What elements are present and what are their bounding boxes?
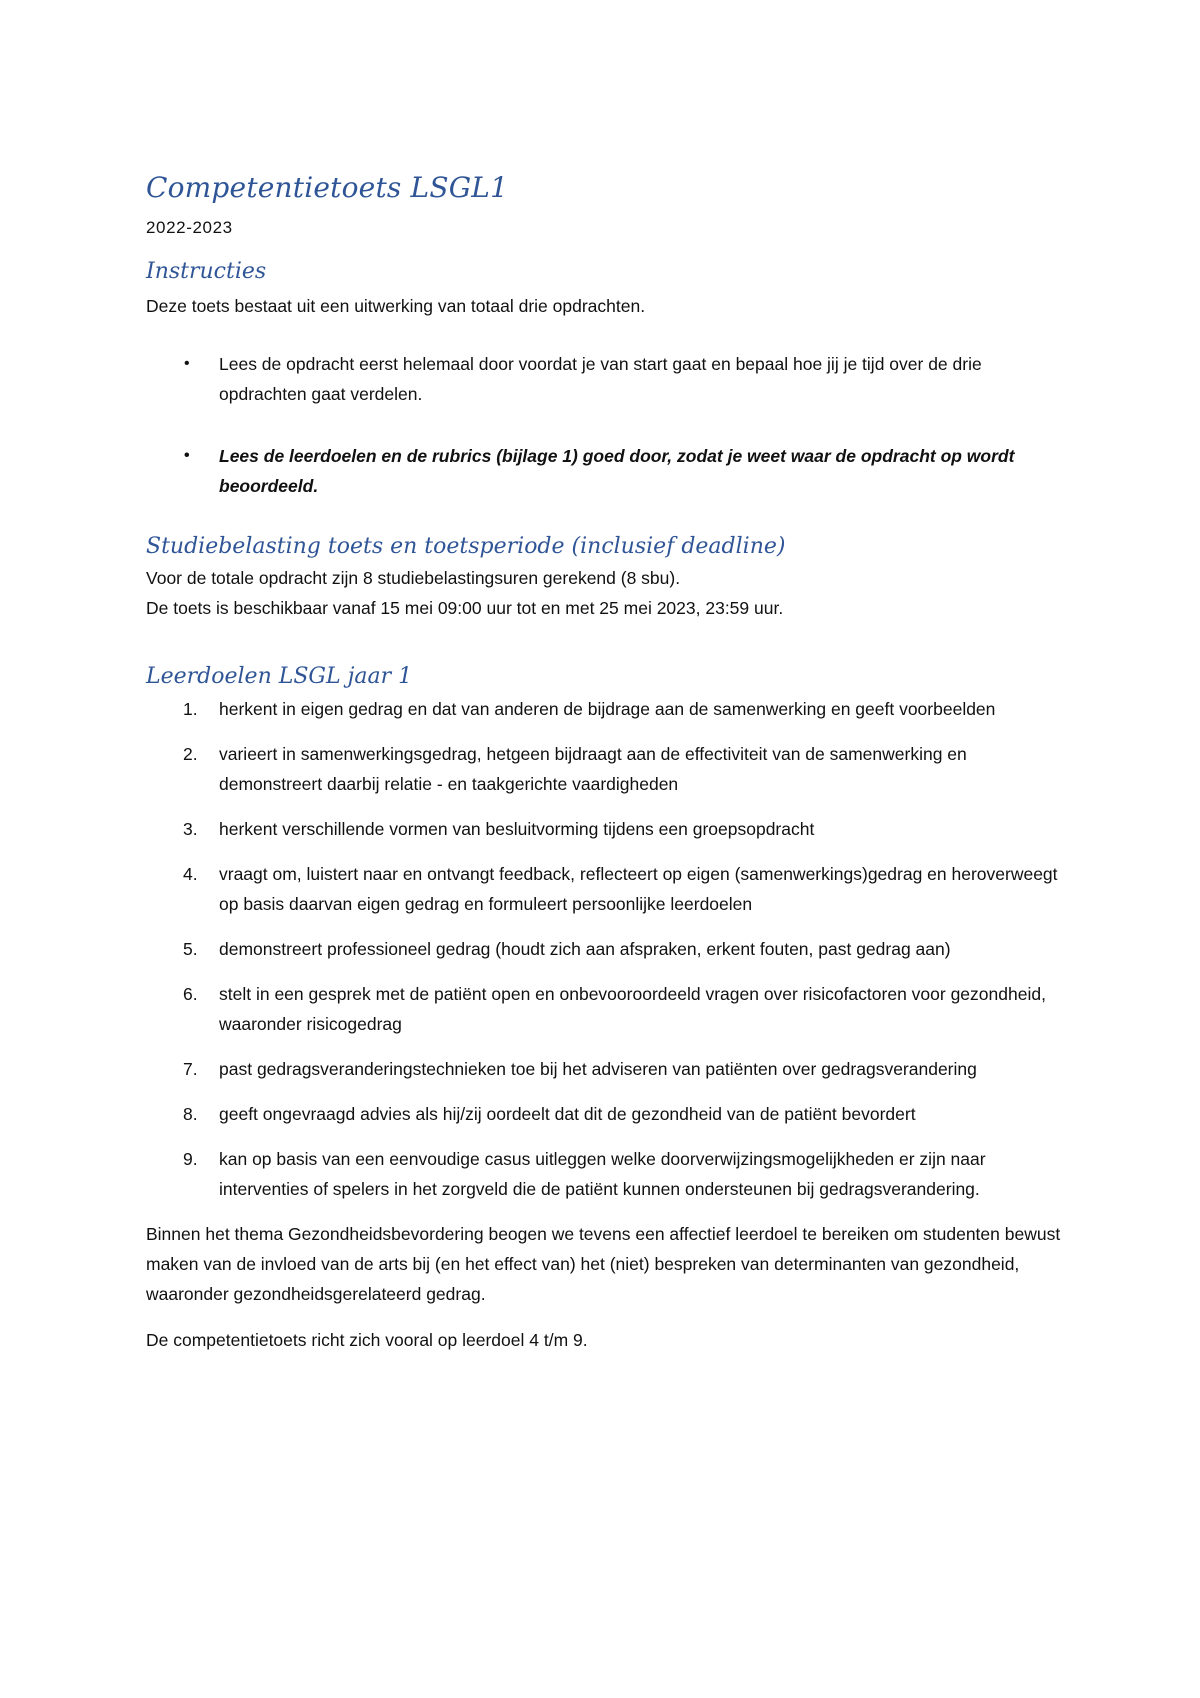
instructies-intro: Deze toets bestaat uit een uitwerking van totaal drie opdrachten. (146, 295, 646, 316)
list-item-number: 3. (183, 818, 198, 839)
list-item-number: 9. (183, 1148, 198, 1169)
list-item-text: varieert in samenwerkingsgedrag, hetgeen bijdraagt aan de effectiviteit van de samenwerking en demonstreert daarbij relatie - en taakgerichte vaardigheden (219, 743, 967, 794)
list-item-number: 6. (183, 983, 198, 1004)
bullet-item (146, 441, 1066, 501)
bullet-item (146, 349, 1066, 409)
bullet-text: Lees de leerdoelen en de rubrics (bijlage 1) goed door, zodat je weet waar de opdracht op wordt beoordeeld. (219, 445, 1015, 496)
paragraph-focus-leerdoelen: De competentietoets richt zich vooral op leerdoel 4 t/m 9. (146, 1329, 588, 1350)
studiebelasting-line-1: Voor de totale opdracht zijn 8 studiebelastingsuren gerekend (8 sbu). (146, 568, 681, 589)
list-item (146, 859, 1066, 919)
heading-instructies: Instructies (146, 259, 267, 285)
instructies-bullet-list (146, 349, 1066, 501)
list-item-number: 8. (183, 1103, 198, 1124)
list-item (146, 739, 1066, 799)
list-item-text: kan op basis van een eenvoudige casus uitleggen welke doorverwijzingsmogelijkheden er zijn naar interventies of spelers in het zorgveld die de patiënt kunnen ondersteunen bij gedragsverandering. (219, 1148, 986, 1199)
list-item-text: herkent in eigen gedrag en dat van anderen de bijdrage aan de samenwerking en geeft voorbeelden (219, 698, 996, 719)
list-item-text: herkent verschillende vormen van besluitvorming tijdens een groepsopdracht (219, 818, 815, 839)
bullet-text: Lees de opdracht eerst helemaal door voordat je van start gaat en bepaal hoe jij je tijd over de drie opdrachten gaat verdelen. (219, 353, 982, 404)
list-item (146, 814, 1066, 844)
leerdoelen-list (146, 694, 1066, 1204)
list-item (146, 1054, 1066, 1084)
studiebelasting-line-2: De toets is beschikbaar vanaf 15 mei 09:00 uur tot en met 25 mei 2023, 23:59 uur. (146, 598, 784, 619)
academic-year: 2022-2023 (146, 218, 233, 238)
bullet-icon: • (184, 354, 190, 372)
list-item-number: 1. (183, 698, 198, 719)
list-item-number: 7. (183, 1058, 198, 1079)
document-title: Competentietoets LSGL1 (146, 171, 509, 204)
list-item-text: geeft ongevraagd advies als hij/zij oordeelt dat dit de gezondheid van de patiënt bevordert (219, 1103, 916, 1124)
list-item-text: demonstreert professioneel gedrag (houdt zich aan afspraken, erkent fouten, past gedrag aan) (219, 938, 951, 959)
list-item-text: vraagt om, luistert naar en ontvangt feedback, reflecteert op eigen (samenwerkings)gedrag en heroverweegt op basis daarvan eigen gedrag en formuleert persoonlijke leerdoelen (219, 863, 1058, 914)
document-body (146, 170, 1066, 1355)
list-item (146, 979, 1066, 1039)
list-item (146, 934, 1066, 964)
list-item-number: 2. (183, 743, 198, 764)
heading-studiebelasting: Studiebelasting toets en toetsperiode (inclusief deadline) (146, 533, 786, 559)
list-item (146, 1099, 1066, 1129)
list-item (146, 1144, 1066, 1204)
heading-leerdoelen: Leerdoelen LSGL jaar 1 (146, 664, 413, 690)
list-item-text: stelt in een gesprek met de patiënt open en onbevooroordeeld vragen over risicofactoren voor gezondheid, waaronder risicogedrag (219, 983, 1046, 1034)
bullet-icon: • (184, 446, 190, 464)
paragraph-affectief-leerdoel: Binnen het thema Gezondheidsbevordering beogen we tevens een affectief leerdoel te bereiken om studenten bewust maken van de invloed van de arts bij (en het effect van) het (niet) bespreken van determinanten van gezondheid, waaronder gezondheidsgerelateerd gedrag. (146, 1223, 1061, 1304)
list-item (146, 694, 1066, 724)
list-item-text: past gedragsveranderingstechnieken toe bij het adviseren van patiënten over gedragsverandering (219, 1058, 977, 1079)
list-item-number: 4. (183, 863, 198, 884)
list-item-number: 5. (183, 938, 198, 959)
